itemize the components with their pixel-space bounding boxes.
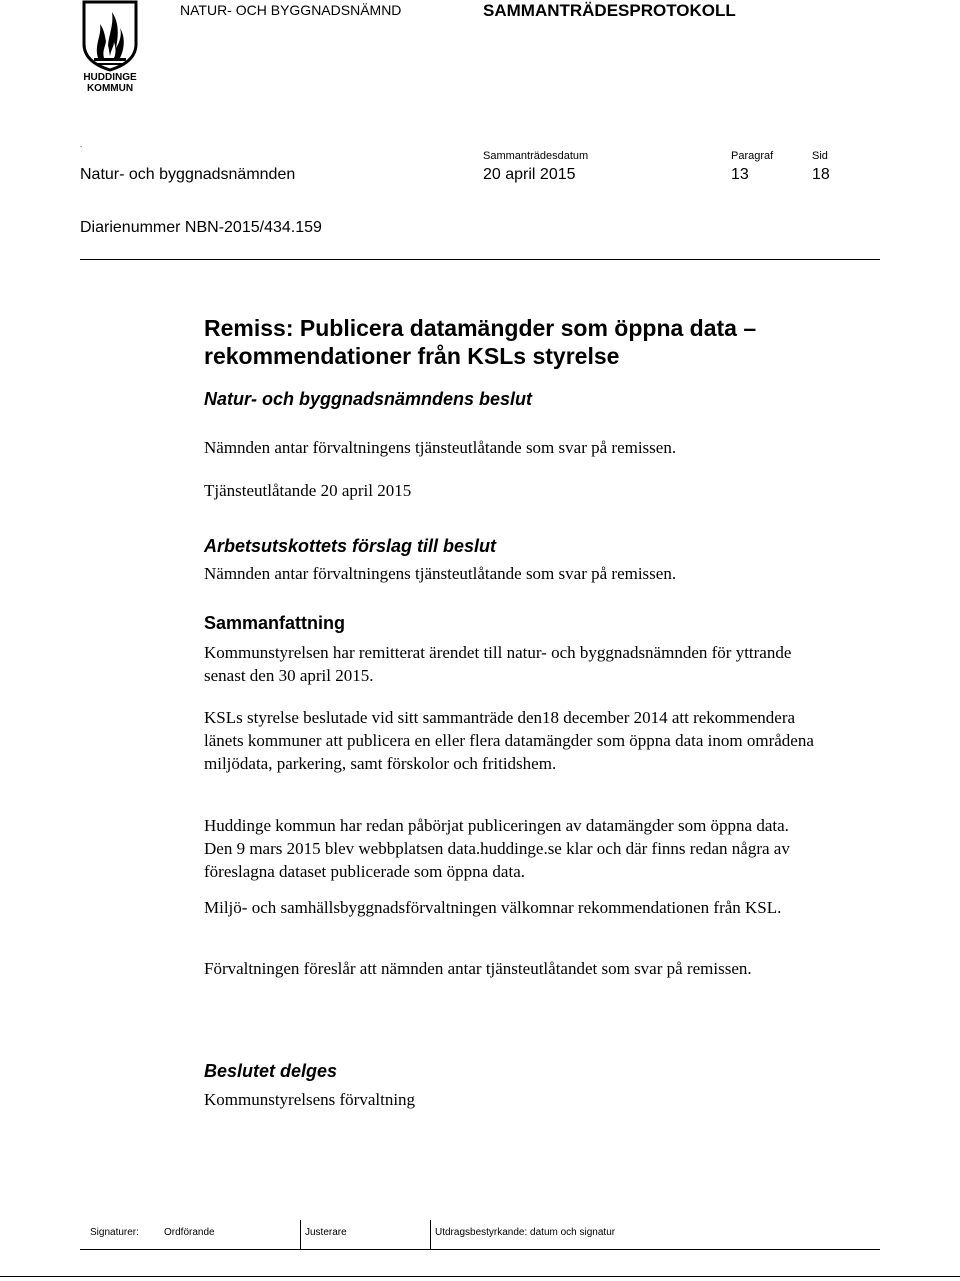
department-name: NATUR- OCH BYGGNADSNÄMND bbox=[180, 2, 402, 18]
footer-signatures: Signaturer: bbox=[90, 1227, 139, 1238]
label-page: Sid bbox=[812, 150, 828, 162]
delivery-text: Kommunstyrelsens förvaltning bbox=[204, 1090, 416, 1109]
paragraph-number: 13 bbox=[731, 166, 749, 183]
delivery-heading: Beslutet delges bbox=[204, 1061, 338, 1081]
meeting-date: 20 april 2015 bbox=[483, 166, 576, 183]
decision-heading: Natur- och byggnadsnämndens beslut bbox=[204, 389, 533, 409]
summary-paragraph-1: Kommunstyrelsen har remitterat ärendet till natur- och byggnadsnämnden för yttrande senast den 30 april 2015. bbox=[204, 643, 792, 685]
logo-text-2: KOMMUN bbox=[86, 83, 134, 94]
label-meeting-date: Sammanträdesdatum bbox=[483, 150, 589, 162]
huddinge-logo bbox=[78, 0, 142, 94]
logo-text-1: HUDDINGE bbox=[83, 72, 137, 83]
signature-footer bbox=[80, 1220, 880, 1250]
summary-paragraph-2: KSLs styrelse beslutade vid sitt sammanträde den18 december 2014 att rekommendera länets kommuner att publicera en eller flera datamängder som öppna data inom områdena miljödata, parkering, samt förskolor och fritidshem. bbox=[204, 708, 814, 773]
footer-divider bbox=[0, 1276, 960, 1277]
footer-extract: Utdragsbestyrkande: datum och signatur bbox=[430, 1220, 880, 1249]
proposal-heading: Arbetsutskottets förslag till beslut bbox=[204, 536, 497, 556]
page-title: Remiss: Publicera datamängder som öppna data – rekommendationer från KSLs styrelse bbox=[204, 315, 757, 369]
organization-name: Natur- och byggnadsnämnden bbox=[80, 166, 296, 183]
stray-dot: . bbox=[80, 140, 83, 149]
summary-paragraph-4: Miljö- och samhällsbyggnadsförvaltningen välkomnar rekommendationen från KSL. bbox=[204, 898, 782, 917]
diarienummer: Diarienummer NBN-2015/434.159 bbox=[80, 219, 322, 236]
page-number: 18 bbox=[812, 166, 830, 183]
proposal-text: Nämnden antar förvaltningens tjänsteutlåtande som svar på remissen. bbox=[204, 564, 677, 583]
header-divider bbox=[80, 259, 880, 260]
summary-heading: Sammanfattning bbox=[204, 613, 346, 633]
label-paragraph: Paragraf bbox=[731, 150, 774, 162]
footer-checker: Justerare bbox=[300, 1220, 430, 1249]
decision-text: Nämnden antar förvaltningens tjänsteutlåtande som svar på remissen. bbox=[204, 438, 677, 457]
summary-paragraph-3: Huddinge kommun har redan påbörjat publiceringen av datamängder som öppna data. Den 9 mars 2015 blev webbplatsen data.huddinge.se klar och där finns redan några av föreslagna dataset publicerade som öppna data. bbox=[204, 816, 790, 881]
reference-text: Tjänsteutlåtande 20 april 2015 bbox=[204, 481, 412, 500]
summary-paragraph-5: Förvaltningen föreslår att nämnden antar tjänsteutlåtandet som svar på remissen. bbox=[204, 959, 752, 978]
footer-chair: Ordförande bbox=[164, 1227, 215, 1238]
document-type: SAMMANTRÄDESPROTOKOLL bbox=[483, 1, 736, 20]
